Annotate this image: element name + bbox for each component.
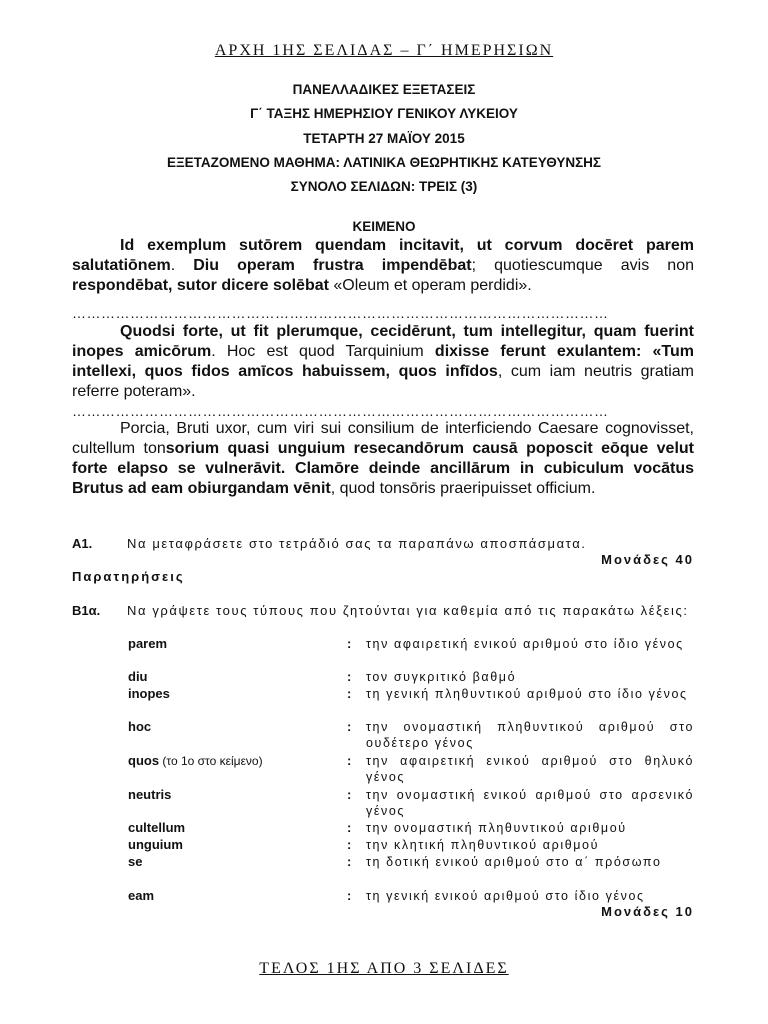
p2-part: Quodsi forte, ut fit plerumque, cecidērunt, tum intellegitur, quam fuerint inopes amicōrum [72, 323, 694, 360]
question-a1-label: A1. [72, 536, 93, 551]
question-b1a-points: Μονάδες 10 [601, 904, 694, 919]
term-colon: : [347, 888, 352, 903]
observations-heading: Παρατηρήσεις [72, 569, 185, 584]
term-item [128, 669, 148, 684]
text-heading: ΚΕΙΜΕΝΟ [352, 219, 416, 234]
header-line-1: ΠΑΝΕΛΛΑΔΙΚΕΣ ΕΞΕΤΑΣΕΙΣ [292, 82, 476, 97]
term-item [128, 888, 154, 903]
term-item [128, 719, 151, 734]
omission-dots-2: ………………………………………………………………………………………………… [72, 404, 609, 418]
term-item [128, 686, 170, 701]
term-description: την ονομαστική ενικού αριθμού στο αρσενικό γένος [366, 788, 694, 818]
header-line-5: ΣΥΝΟΛΟ ΣΕΛΙΔΩΝ: ΤΡΕΙΣ (3) [290, 179, 478, 194]
term-word: se [128, 854, 143, 869]
term-word: hoc [128, 719, 152, 734]
term-description: την ονομαστική πληθυντικού αριθμού στο ουδέτερο γένος [366, 720, 694, 750]
p1-part: . [170, 257, 194, 274]
term-note: (το 1ο στο κείμενο) [159, 754, 263, 768]
term-word: eam [128, 888, 155, 903]
term-word: neutris [128, 787, 172, 802]
header-line-3: ΤΕΤΑΡΤΗ 27 ΜΑΪΟΥ 2015 [303, 131, 465, 146]
term-colon: : [347, 837, 352, 852]
p2-part: . Hoc est quod Tarquinium [211, 343, 435, 360]
term-colon: : [347, 719, 352, 734]
term-colon: : [347, 820, 352, 835]
p1-part: Id exemplum sutōrem quendam incitavit, ut corvum docēret parem salutatiōnem [72, 237, 694, 274]
question-a1-points: Μονάδες 40 [601, 552, 694, 567]
term-word: diu [128, 669, 148, 684]
latin-paragraph-3 [72, 419, 694, 499]
p3-part: Porcia, Bruti uxor, cum viri sui consilium de interficiendo Caesare cognovisset, cultellum ton [72, 420, 694, 457]
term-colon: : [347, 636, 352, 651]
term-item [128, 854, 142, 869]
term-item [128, 753, 263, 768]
page-end-banner: ΤΕΛΟΣ 1ΗΣ ΑΠΟ 3 ΣΕΛΙΔΕΣ [259, 960, 509, 977]
term-description: τη δοτική ενικού αριθμού στο α΄ πρόσωπο [366, 855, 662, 869]
question-b1a-label: Β1α. [72, 603, 101, 618]
term-description: τον συγκριτικό βαθμό [366, 670, 517, 684]
p2-part: dixisse ferunt exulantem: «Tum intellexi, quos fidos amīcos habuissem, quos infīdos [72, 343, 694, 380]
term-description: την αφαιρετική ενικού αριθμού στο θηλυκό γένος [366, 754, 694, 784]
term-colon: : [347, 753, 352, 768]
term-word: cultellum [128, 820, 186, 835]
header-line-2: Γ΄ ΤΑΞΗΣ ΗΜΕΡΗΣΙΟΥ ΓΕΝΙΚΟΥ ΛΥΚΕΙΟΥ [250, 106, 518, 121]
p1-part: «Oleum et operam perdidi». [328, 277, 532, 294]
latin-paragraph-1 [72, 236, 694, 296]
term-colon: : [347, 686, 352, 701]
term-description: τη γενική πληθυντικού αριθμού στο ίδιο γένος [366, 687, 688, 701]
term-description: την κλητική πληθυντικού αριθμού [366, 838, 600, 852]
term-colon: : [347, 669, 352, 684]
p1-part: ; quotiescumque avis non [471, 257, 694, 274]
term-description: την ονομαστική πληθυντικού αριθμού [366, 821, 627, 835]
p2-part: , cum iam neutris gratiam referre poteram». [72, 363, 695, 400]
p1-part: respondēbat, sutor dicere solēbat [72, 277, 329, 294]
term-word: quos [128, 753, 160, 768]
p1-part: Diu operam frustra impendēbat [193, 257, 472, 274]
p3-part: , quod tonsōris praeripuisset officium. [330, 480, 596, 497]
omission-dots-1: ………………………………………………………………………………………………… [72, 306, 609, 320]
p3-part: sorium quasi unguium resecandōrum causā poposcit eōque velut forte elapso se vulnerāvit. Clamōre deinde ancillārum in cubiculum vocātus Brutus ad eam obiurgandam vēnit [72, 440, 694, 497]
term-item [128, 636, 167, 651]
term-word: unguium [128, 837, 183, 852]
term-item [128, 837, 183, 852]
term-description: τη γενική ενικού αριθμού στο ίδιο γένος [366, 889, 645, 903]
header-line-4: ΕΞΕΤΑΖΟΜΕΝΟ ΜΑΘΗΜΑ: ΛΑΤΙΝΙΚΑ ΘΕΩΡΗΤΙΚΗΣ ΚΑΤΕΥΘΥΝΣΗΣ [166, 155, 602, 170]
term-colon: : [347, 854, 352, 869]
term-description: την αφαιρετική ενικού αριθμού στο ίδιο γένος [366, 637, 684, 651]
page-start-banner: ΑΡΧΗ 1ΗΣ ΣΕΛΙΔΑΣ – Γ΄ ΗΜΕΡΗΣΙΩΝ [214, 42, 554, 59]
term-word: parem [128, 636, 168, 651]
term-item [128, 787, 171, 802]
term-item [128, 820, 185, 835]
latin-paragraph-2 [72, 322, 694, 402]
term-colon: : [347, 787, 352, 802]
question-b1a-text: Να γράψετε τους τύπους που ζητούνται για καθεμία από τις παρακάτω λέξεις: [127, 603, 689, 618]
question-a1-text: Να μεταφράσετε στο τετράδιό σας τα παραπάνω αποσπάσματα. [127, 536, 587, 551]
term-word: inopes [128, 686, 170, 701]
